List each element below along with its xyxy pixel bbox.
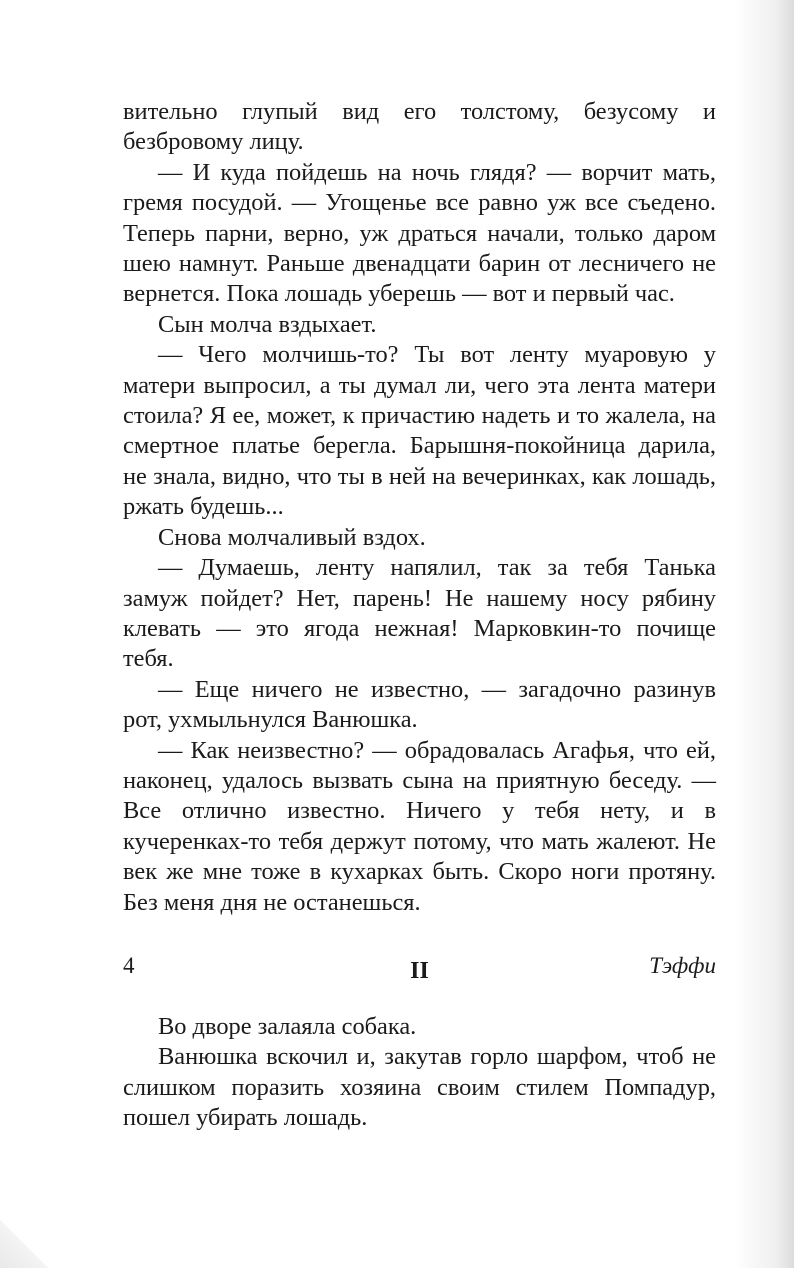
page-body xyxy=(123,97,716,1134)
running-footer-author: Тэффи xyxy=(649,953,716,978)
page-corner-fold xyxy=(0,1220,48,1268)
paragraph: — И куда пойдешь на ночь глядя? — ворчит мать, гремя посудой. — Угощенье все равно уж все съедено. Теперь парни, верно, уж драться начали, только даром шею намнут. Раньше двенадцати барин от лесничего не вернется. Пока лошадь уберешь — вот и первый час. xyxy=(123,158,716,308)
paragraph: — Думаешь, ленту напялил, так за тебя Танька замуж пойдет? Нет, парень! Не нашему носу рябину клевать — это ягода нежная! Марковкин-то почище тебя. xyxy=(123,554,716,673)
paragraph: — Чего молчишь-то? Ты вот ленту муаровую у матери выпросил, а ты думал ли, чего эта лента матери стоила? Я ее, может, к причастию надеть и то жалела, на смертное платье берегла. Барышня-покойница дарила, не знала, видно, что ты в ней на вечеринках, как лошадь, ржать будешь... xyxy=(123,341,716,521)
paragraph: Ванюшка вскочил и, закутав горло шарфом, чтоб не слишком поразить хозяина своим стилем Помпадур, пошел убирать лошадь. xyxy=(123,1043,716,1132)
paragraph: вительно глупый вид его толстому, безусому и безбровому лицу. xyxy=(123,98,716,156)
chapter-heading: II xyxy=(410,957,429,984)
paragraph: Снова молчаливый вздох. xyxy=(158,523,426,551)
page-edge-shadow xyxy=(734,0,794,1268)
paragraphs-before-heading xyxy=(123,97,716,918)
paragraph: Сын молча вздыхает. xyxy=(158,310,377,338)
paragraph: Во дворе залаяла собака. xyxy=(158,1012,417,1040)
page-number: 4 xyxy=(123,953,135,978)
paragraph: — Еще ничего не известно, — загадочно разинув рот, ухмыльнулся Ванюшка. xyxy=(123,675,716,734)
paragraph: — Как неизвестно? — обрадовалась Агафья, что ей, наконец, удалось вызвать сына на приятную беседу. — Все отлично известно. Ничего у тебя нету, и в кучеренках-то тебя держут потому, что мать жалеют. Не век же мне тоже в кухарках быть. Скоро ноги протяну. Без меня дня не останешься. xyxy=(123,736,716,916)
paragraphs-after-heading xyxy=(123,1012,716,1134)
